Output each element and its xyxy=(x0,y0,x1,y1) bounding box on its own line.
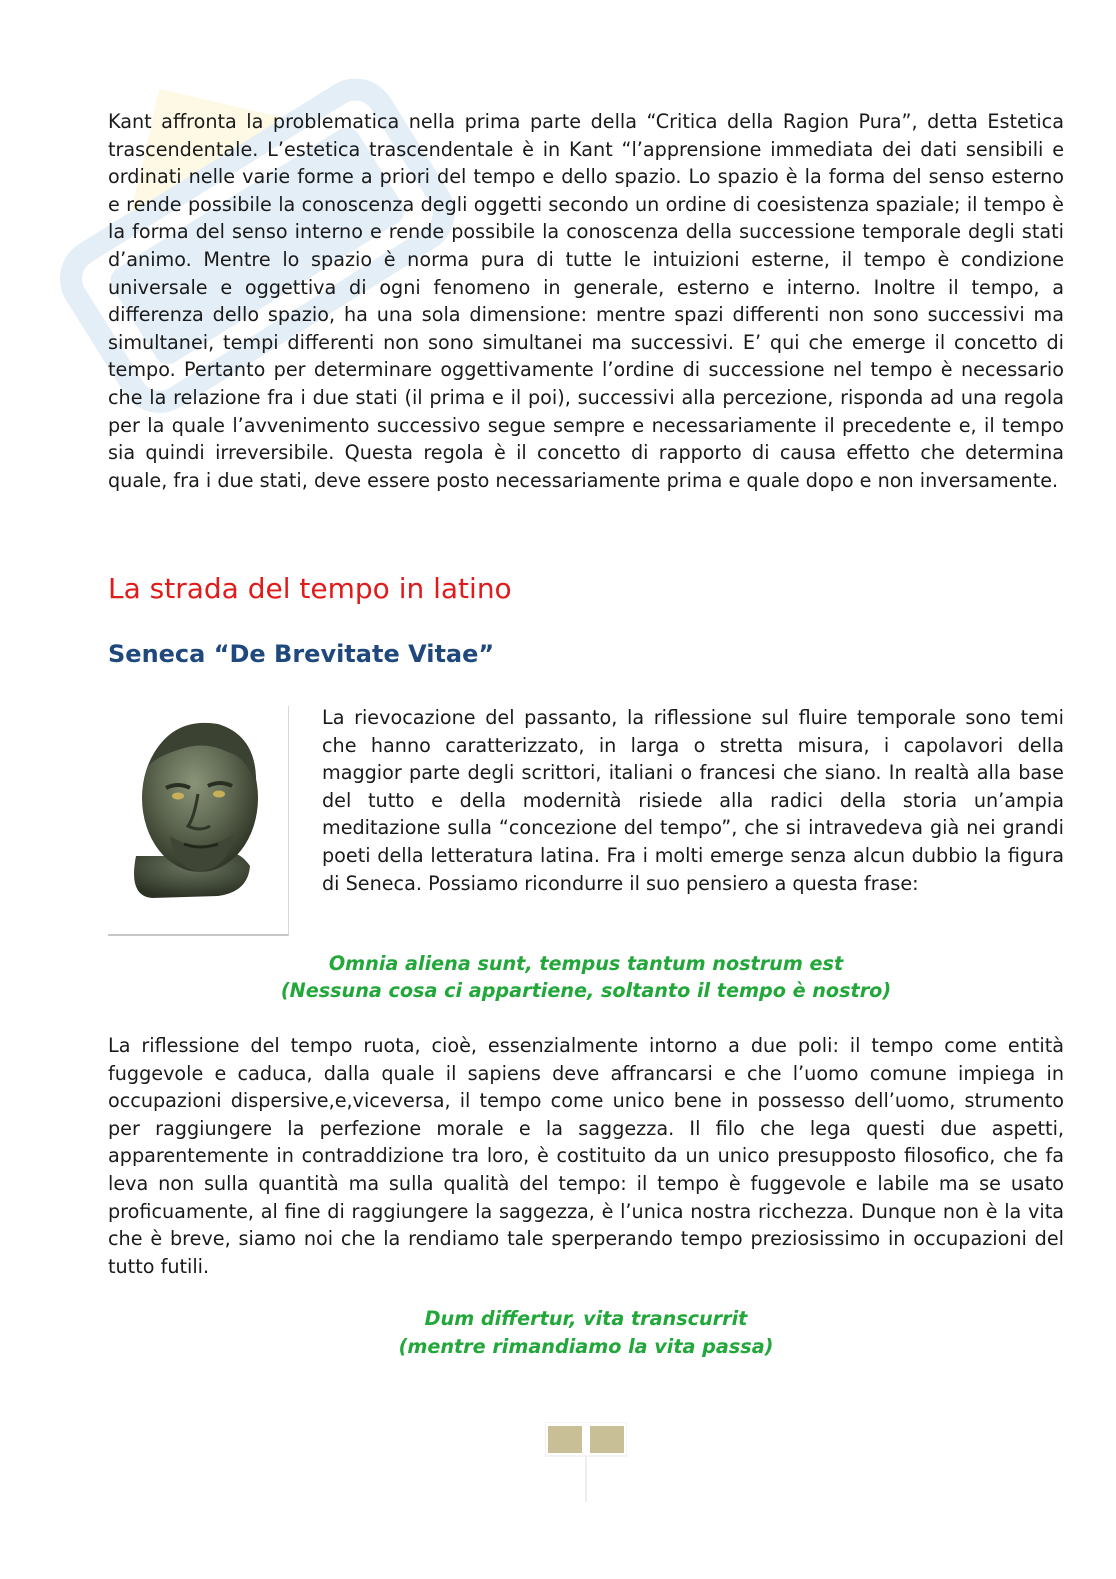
intro-paragraph: Kant affronta la problematica nella prima parte della “Critica della Ragion Pura”, detta Estetica trascendentale. L’estetica trascendentale è in Kant “l’apprensione immediata dei dati sensibili e ordinati nelle varie forme a priori del tempo e dello spazio. Lo spazio è la forma del senso esterno e rende possibile la conoscenza degli oggetti secondo un ordine di coesistenza spaziale; il tempo è la forma del senso interno e rende possibile la conoscenza della successione temporale degli stati d’animo. Mentre lo spazio è norma pura di tutte le intuizioni esterne, il tempo è condizione universale e oggettiva di ogni fenomeno in generale, esterno e interno. Inoltre il tempo, a differenza dello spazio, ha una sola dimensione: mentre spazi differenti non sono successivi ma simultanei, tempi differenti non sono simultanei ma successivi. E’ qui che emerge il concetto di tempo. Pertanto per determinare oggettivamente l’ordine di successione nel tempo è necessario che la relazione fra i due stati (il prima e il poi), successivi alla percezione, risponda ad una regola per la quale l’avvenimento successivo segue sempre e necessariamente il precedente e, il tempo sia quindi irreversibile. Questa regola è il concetto di rapporto di causa effetto che determina quale, fra i due stati, deve essere posto necessariamente prima e quale dopo e non inversamente. xyxy=(108,110,1064,492)
seneca-bust-image xyxy=(108,706,289,936)
section-title: La strada del tempo in latino xyxy=(108,572,512,605)
quote-latin-1: Omnia aliena sunt, tempus tantum nostrum est xyxy=(328,952,844,975)
quote-translation-2: (mentre rimandiamo la vita passa) xyxy=(398,1335,774,1358)
seneca-paragraph: La rievocazione del passanto, la riflessione sul fluire temporale sono temi che hanno caratterizzato, in larga o stretta misura, i capolavori della maggior parte degli scrittori, italiani o francesi che siano. In realtà alla base del tutto e della modernità risiede alla radici della storia un’ampia meditazione sulla “concezione del tempo”, che si intravedeva già nei grandi poeti della letteratura latina. Fra i molti emerge senza alcun dubbio la figura di Seneca. Possiamo ricondurre il suo pensiero a questa frase: xyxy=(322,706,1064,895)
page-footer-ornament xyxy=(545,1422,627,1502)
reflection-paragraph: La riflessione del tempo ruota, cioè, essenzialmente intorno a due poli: il tempo come entità fuggevole e caduca, dalla quale il sapiens deve affrancarsi e che l’uomo comune impiega in occupazioni dispersive,e,viceversa, il tempo come unico bene in possesso dell’uomo, strumento per raggiungere la perfezione morale e la saggezza. Il filo che lega questi due aspetti, apparentemente in contraddizione tra loro, è costituito da un unico presupposto filosofico, che fa leva non sulla quantità ma sulla qualità del tempo: il tempo è fuggevole e labile ma se usato proficuamente, al fine di raggiungere la saggezza, è l’unica nostra ricchezza. Dunque non è la vita che è breve, siamo noi che la rendiamo tale sperperando tempo preziosissimo in occupazioni del tutto futili. xyxy=(108,1034,1064,1278)
quote-latin-2: Dum differtur, vita transcurrit xyxy=(424,1307,748,1330)
quote-translation-1: (Nessuna cosa ci appartiene, soltanto il tempo è nostro) xyxy=(280,979,892,1002)
subsection-title: Seneca “De Brevitate Vitae” xyxy=(108,640,495,668)
seneca-bust-illustration xyxy=(108,706,288,934)
